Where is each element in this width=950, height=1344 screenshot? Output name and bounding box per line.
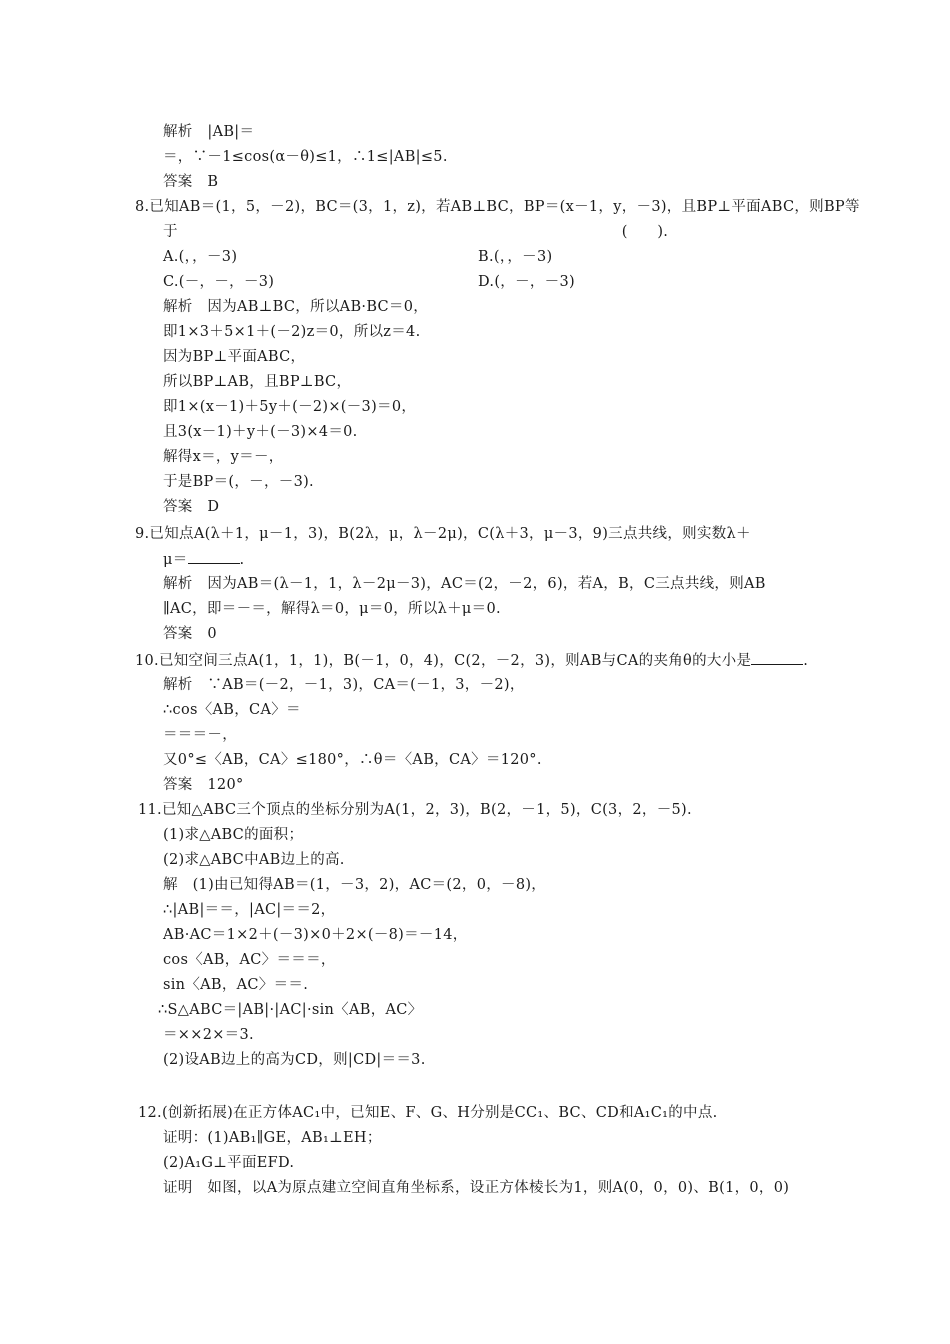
text-line (163, 472, 314, 492)
text-line-content: 答案 D (163, 499, 220, 515)
text-line (163, 825, 303, 845)
text-line-content: 10.已知空间三点A(1，1，1)，B(－1，0，4)，C(2，－2，3)，则AB与CA的夹角θ的大小是 (135, 653, 752, 669)
text-line (163, 147, 448, 167)
text-line (478, 272, 575, 292)
text-line (158, 1000, 422, 1020)
text-line-content: (2)求△ABC中AB边上的高. (163, 852, 345, 868)
text-line-content: D.(，－，－3) (478, 274, 575, 290)
text-line (135, 650, 808, 671)
text-line-content: ∴cos〈AB，CA〉＝ (163, 702, 301, 718)
answer-blank (188, 549, 240, 564)
text-line-content: 解析 |AB|＝ (163, 124, 255, 140)
text-line (163, 599, 501, 619)
text-line-content: AB·AC＝1×2＋(－3)×0＋2×(－8)＝－14， (163, 927, 468, 943)
text-line (478, 247, 552, 267)
text-line (163, 975, 308, 995)
text-line-content: C.(－，－，－3) (163, 274, 275, 290)
text-line-content: ＝＝＝－， (163, 727, 237, 743)
text-line-content: sin〈AB，AC〉＝＝. (163, 977, 309, 993)
text-line (138, 1103, 718, 1123)
text-line (135, 524, 751, 544)
text-line (163, 700, 301, 720)
text-line-content: 于是BP＝(，－，－3). (163, 474, 314, 490)
text-line-content: 答案 B (163, 174, 219, 190)
text-line (163, 775, 244, 795)
text-line (163, 447, 284, 467)
text-line (163, 347, 305, 367)
text-line (163, 372, 351, 392)
text-line-content: B.(，，－3) (478, 249, 553, 265)
text-line-content: 又0°≤〈AB，CA〉≤180°，∴θ＝〈AB，CA〉＝120°. (163, 752, 542, 768)
text-line-content: ＝××2×＝3. (163, 1027, 254, 1043)
text-line (163, 624, 217, 644)
text-line-suffix: . (239, 552, 245, 568)
text-line (163, 1025, 254, 1045)
text-line (163, 397, 416, 417)
text-line (163, 1050, 426, 1070)
text-line (163, 422, 358, 442)
text-line (138, 800, 692, 820)
text-line-content: 即1×(x－1)＋5y＋(－2)×(－3)＝0， (163, 399, 417, 415)
text-line-content: 解析 ∵AB＝(－2，－1，3)，CA＝(－1，3，－2)， (163, 677, 525, 693)
text-line-content: 所以BP⊥AB，且BP⊥BC， (163, 374, 352, 390)
text-line-content: 解析 因为AB⊥BC，所以AB·BC＝0， (163, 299, 429, 315)
text-line-content: ∴S△ABC＝|AB|·|AC|·sin〈AB，AC〉 (158, 1002, 423, 1018)
text-line (163, 950, 336, 970)
text-line (163, 875, 546, 895)
text-line-content: ∥AC，即＝－＝，解得λ＝0，μ＝0，所以λ＋μ＝0. (163, 601, 501, 617)
answer-blank (751, 650, 803, 665)
text-line (163, 925, 468, 945)
text-line-content: 9.已知点A(λ＋1，μ－1，3)，B(2λ，μ，λ－2μ)，C(λ＋3，μ－3，9)三点共线，则实数λ＋ (135, 526, 751, 542)
text-line-content: 且3(x－1)＋y＋(－3)×4＝0. (163, 424, 358, 440)
text-line-content: cos〈AB，AC〉＝＝＝， (163, 952, 336, 968)
text-line-content: 解 (1)由已知得AB＝(1，－3，2)，AC＝(2，0，－8)， (163, 877, 547, 893)
text-line-content: 答案 0 (163, 626, 217, 642)
text-line (163, 1153, 294, 1173)
text-line-content: 8.已知AB＝(1，5，－2)，BC＝(3，1，z)，若AB⊥BC，BP＝(x－1，y，－3)，且BP⊥平面ABC，则BP等 (135, 199, 860, 215)
text-line (163, 1178, 789, 1198)
text-line-content: 解得x＝，y＝－， (163, 449, 284, 465)
text-line (163, 725, 237, 745)
text-line (163, 322, 420, 342)
text-line-content: (2)A₁G⊥平面EFD. (163, 1155, 295, 1171)
text-line-content: A.(，，－3) (163, 249, 238, 265)
text-line-content: 即1×3＋5×1＋(－2)z＝0，所以z＝4. (163, 324, 421, 340)
text-line (163, 850, 345, 870)
text-line (163, 549, 244, 570)
text-line-content: (1)求△ABC的面积； (163, 827, 304, 843)
text-line (163, 247, 237, 267)
text-line-content: 答案 120° (163, 777, 244, 793)
text-line-content: ∴|AB|＝＝，|AC|＝＝2， (163, 902, 336, 918)
text-line (135, 197, 860, 217)
text-line-content: μ＝ (163, 552, 188, 568)
text-line-content: 证明 如图，以A为原点建立空间直角坐标系，设正方体棱长为1，则A(0，0，0)、B(1，0，0) (163, 1180, 790, 1196)
text-line (163, 675, 525, 695)
text-line (163, 900, 335, 920)
text-line-content: ＝，∵－1≤cos(α－θ)≤1，∴1≤|AB|≤5. (163, 149, 448, 165)
text-line (163, 222, 668, 242)
text-line (163, 297, 428, 317)
text-line-suffix: . (803, 653, 809, 669)
text-line (163, 172, 218, 192)
text-line (163, 1128, 382, 1148)
text-line-content: 解析 因为AB＝(λ－1，1，λ－2μ－3)，AC＝(2，－2，6)，若A，B，C三点共线，则AB (163, 576, 766, 592)
text-line-content: (2)设AB边上的高为CD，则|CD|＝＝3. (163, 1052, 426, 1068)
text-line (163, 574, 766, 594)
text-line-content: 证明：(1)AB₁∥GE，AB₁⊥EH； (163, 1130, 382, 1146)
text-line-content: 11.已知△ABC三个顶点的坐标分别为A(1，2，3)，B(2，－1，5)，C(3，2，－5). (138, 802, 692, 818)
text-line-content: 12.(创新拓展)在正方体AC₁中，已知E、F、G、H分别是CC₁、BC、CD和A₁C₁的中点. (138, 1105, 718, 1121)
text-line (163, 272, 274, 292)
text-line (163, 122, 254, 142)
text-line (163, 497, 219, 517)
text-line (163, 750, 542, 770)
text-line-content: 于 ( ). (163, 224, 669, 240)
text-line-content: 因为BP⊥平面ABC， (163, 349, 306, 365)
